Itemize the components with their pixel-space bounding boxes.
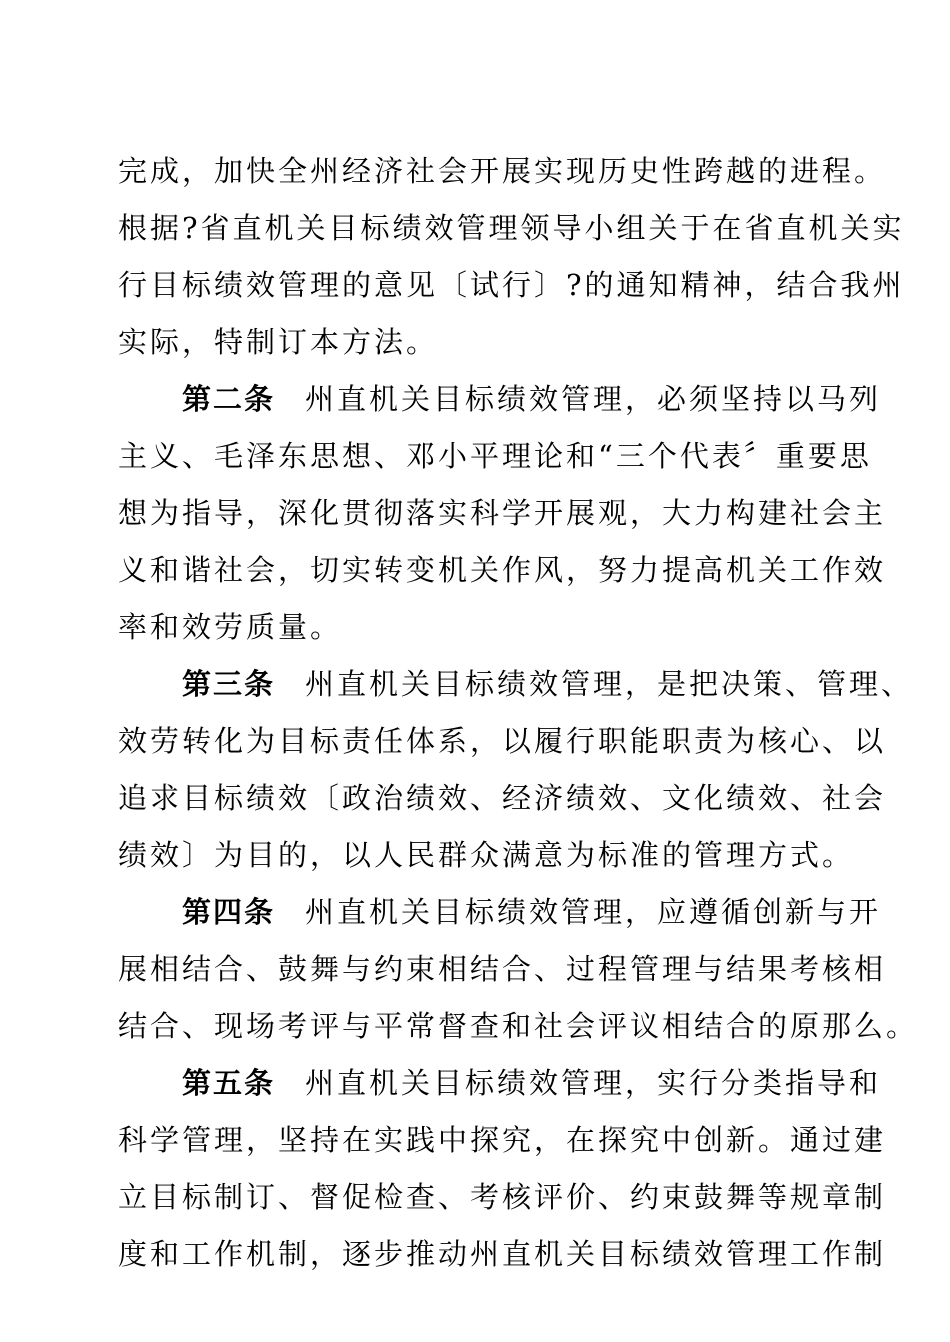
text-line: 完成，加快全州经济社会开展实现历史性跨越的进程。 bbox=[118, 154, 887, 188]
article-first-line bbox=[182, 664, 913, 704]
text-line: 度和工作机制，逐步推动州直机关目标绩效管理工作制 bbox=[118, 1237, 887, 1271]
article-number: 第四条 bbox=[182, 895, 276, 929]
text-line: 实际，特制订本方法。 bbox=[118, 325, 439, 359]
text-line: 追求目标绩效〔政治绩效、经济绩效、文化绩效、社会 bbox=[118, 781, 887, 815]
text-line: 科学管理，坚持在实践中探究，在探究中创新。通过建 bbox=[118, 1123, 887, 1157]
article-first-line bbox=[182, 892, 881, 932]
text-line: 结合、现场考评与平常督查和社会评议相结合的原那么。 bbox=[118, 1009, 919, 1043]
text-line: 率和效劳质量。 bbox=[118, 610, 343, 644]
article-number: 第二条 bbox=[182, 382, 276, 416]
text-line: 想为指导，深化贯彻落实科学开展观，大力构建社会主 bbox=[118, 496, 887, 530]
text-line: 义和谐社会，切实转变机关作风，努力提高机关工作效 bbox=[118, 553, 887, 587]
text-line: 州直机关目标绩效管理，必须坚持以马列 bbox=[305, 382, 882, 416]
text-line: 根据?省直机关目标绩效管理领导小组关于在省直机关实 bbox=[118, 211, 905, 245]
article-first-line bbox=[182, 379, 881, 419]
article-number: 第五条 bbox=[182, 1066, 276, 1100]
text-line: 州直机关目标绩效管理，应遵循创新与开 bbox=[305, 895, 882, 929]
text-line: 州直机关目标绩效管理，是把决策、管理、 bbox=[305, 667, 914, 701]
article-number: 第三条 bbox=[182, 667, 276, 701]
text-line: 行目标绩效管理的意见〔试行〕?的通知精神，结合我州 bbox=[118, 268, 905, 302]
article-first-line bbox=[182, 1063, 881, 1103]
text-line: 主义、毛泽东思想、邓小平理论和“三个代表〞重要思 bbox=[118, 439, 872, 473]
text-line: 立目标制订、督促检查、考核评价、约束鼓舞等规章制 bbox=[118, 1180, 887, 1214]
text-line: 展相结合、鼓舞与约束相结合、过程管理与结果考核相 bbox=[118, 952, 887, 986]
text-line: 效劳转化为目标责任体系，以履行职能职责为核心、以 bbox=[118, 724, 887, 758]
text-line: 州直机关目标绩效管理，实行分类指导和 bbox=[305, 1066, 882, 1100]
text-line: 绩效〕为目的，以人民群众满意为标准的管理方式。 bbox=[118, 838, 855, 872]
